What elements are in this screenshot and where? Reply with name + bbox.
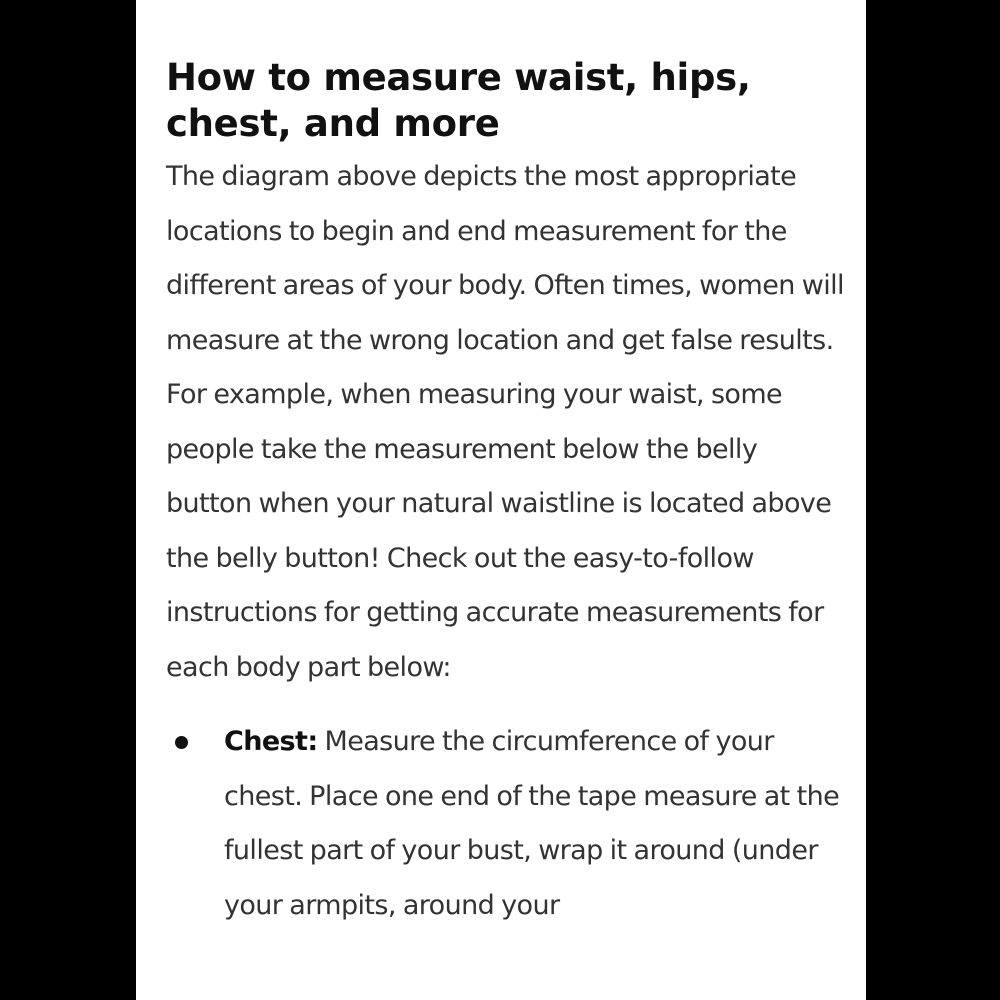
intro-paragraph: The diagram above depicts the most appropriate locations to begin and end measurement for the different areas of your body. Often times, women will measure at the wrong location and get false results. For example, when measuring your waist, some people take the measurement below the belly button when your natural waistline is located above the belly button! Check out the easy-to-follow instructions for getting accurate measurements for each body part below: — [166, 161, 844, 683]
bullet-term: Chest: — [224, 726, 318, 757]
document-page — [136, 0, 866, 1000]
article-heading: How to measure waist, hips, chest, and more — [166, 56, 751, 145]
article-content — [166, 55, 846, 933]
list-item-chest — [166, 715, 846, 933]
bullet-dot-icon — [175, 736, 188, 749]
bullet-text: Measure the circumference of your chest. Place one end of the tape measure at the fullest part of your bust, wrap it around (under your armpits, around your — [224, 726, 840, 921]
measurement-list — [166, 715, 846, 933]
